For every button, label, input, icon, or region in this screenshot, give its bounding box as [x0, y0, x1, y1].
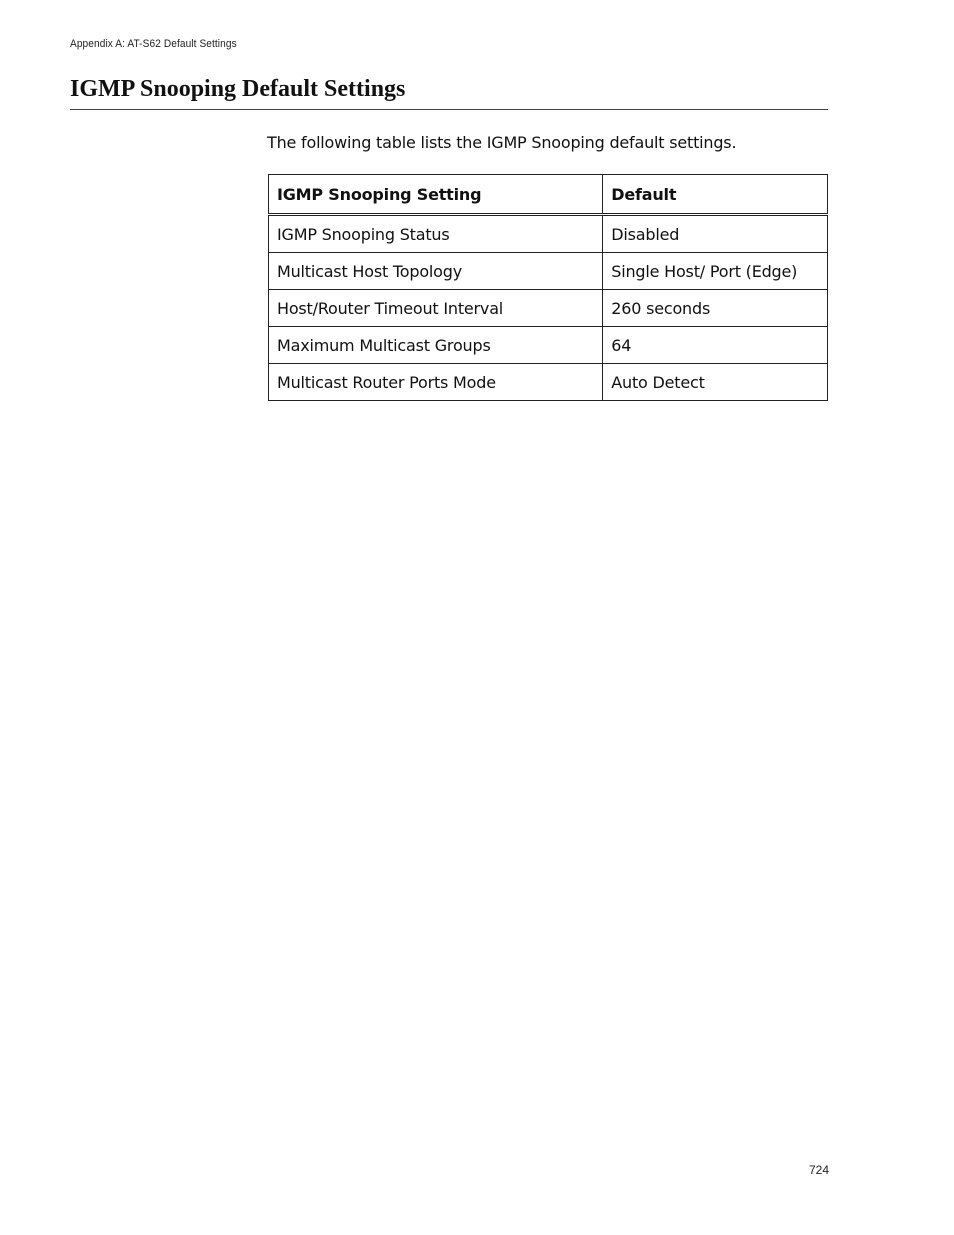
- igmp-defaults-table: [268, 174, 828, 401]
- intro-paragraph: The following table lists the IGMP Snooping default settings.: [267, 133, 737, 152]
- default-cell: Single Host/ Port (Edge): [603, 253, 828, 290]
- default-cell: 260 seconds: [603, 290, 828, 327]
- setting-cell: IGMP Snooping Status: [269, 215, 603, 253]
- setting-cell: Maximum Multicast Groups: [269, 327, 603, 364]
- table-header-row: [269, 175, 828, 215]
- column-header-default: Default: [603, 175, 828, 215]
- title-rule: [70, 109, 828, 110]
- running-header: Appendix A: AT-S62 Default Settings: [70, 38, 237, 50]
- default-cell: Disabled: [603, 215, 828, 253]
- default-cell: 64: [603, 327, 828, 364]
- table-row: [269, 290, 828, 327]
- column-header-setting: IGMP Snooping Setting: [269, 175, 603, 215]
- setting-cell: Multicast Router Ports Mode: [269, 364, 603, 401]
- section-title: IGMP Snooping Default Settings: [70, 76, 406, 102]
- setting-cell: Multicast Host Topology: [269, 253, 603, 290]
- page-number: 724: [809, 1163, 830, 1177]
- table-row: [269, 215, 828, 253]
- table-row: [269, 253, 828, 290]
- table-row: [269, 327, 828, 364]
- table-row: [269, 364, 828, 401]
- setting-cell: Host/Router Timeout Interval: [269, 290, 603, 327]
- default-cell: Auto Detect: [603, 364, 828, 401]
